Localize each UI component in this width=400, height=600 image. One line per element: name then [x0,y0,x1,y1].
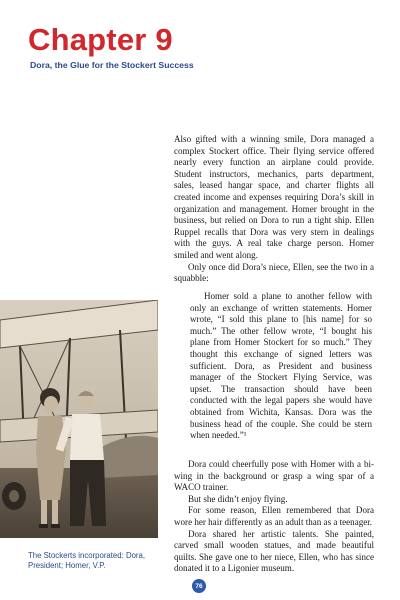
body-text-top [174,134,374,285]
quote-paragraph: Homer sold a plane to another fellow with only an exchange of written statements. Homer wrote, “I sold this plane to [his name] for so much.” The other fellow wrote, “I bought his plane from Homer Stockert for so much.” They thought this exchange of signed letters was sufficient. Dora, as President and business manager of the Stockert Flying Service, was upset. The transaction should have been conducted with the legal papers she would have obtained from Wichita, Kansas. Dora was the business head of the couple. She could be stern when needed.”¹ [190,291,372,441]
paragraph: But she didn’t enjoy flying. [188,493,288,504]
paragraph: Only once did Dora’s niece, Ellen, see the two in a squabble: [174,261,374,284]
chapter-title: Chapter 9 [28,22,173,57]
stockerts-photo [0,300,158,538]
body-text-bottom [174,459,374,575]
photo-caption: The Stockerts incorporated: Dora, President; Homer, V.P. [28,551,146,570]
photo-illustration [0,300,158,538]
chapter-subtitle: Dora, the Glue for the Stockert Success [30,60,194,70]
paragraph: For some reason, Ellen remembered that Dora wore her hair differently as an adult than as a teenager. [174,505,374,527]
paragraph: Dora could cheerfully pose with Homer with a bi-wing in the background or grasp a wing spar of a WACO trainer. [174,459,374,493]
block-quote [190,291,372,442]
paragraph: Also gifted with a winning smile, Dora managed a complex Stockert office. Their flying service offered nearly every function an airplane could provide. Student instructors, mechanics, parts department, sales, leased hangar space, and charter flights all created income and expenses requiring Dora’s skill in organization and management. Homer brought in the business, but relied on Dora to run a tight ship. Ellen Ruppel recalls that Dora was very stern in dealings with the guys. A real take charge person. Homer smiled and went along. [174,134,374,260]
paragraph: Dora shared her artistic talents. She painted, carved small wooden statues, and made beautiful quilts. She gave one to her niece, Ellen, who has since donated it to a Ligonier museum. [174,528,374,574]
page-number-badge: 76 [192,579,206,593]
